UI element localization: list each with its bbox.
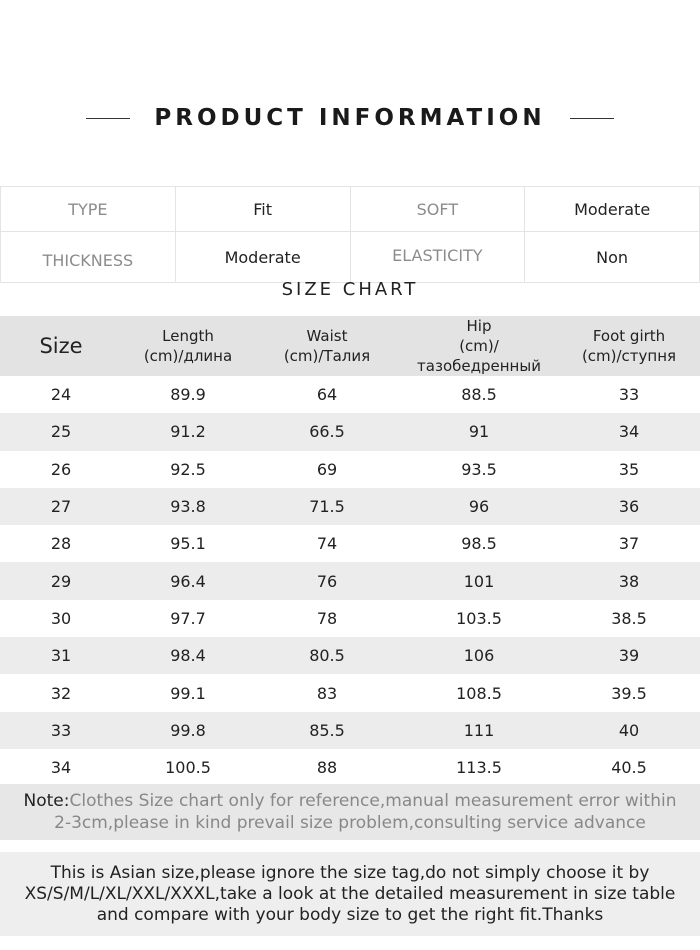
cell-waist: 85.5: [254, 712, 400, 749]
info-label-type: TYPE: [1, 187, 176, 232]
cell-length: 93.8: [122, 488, 254, 525]
size-advice-text: This is Asian size,please ignore the size tag,do not simply choose it by XS/S/M/L/XL/XXL/XXXL,take a look at the detailed measurement in size table and compare with your body size to get the right fit.Thanks: [24, 862, 676, 925]
cell-length: 92.5: [170, 459, 206, 479]
cell-size: 24: [50, 385, 72, 405]
cell-foot-girth: 38.5: [611, 608, 647, 628]
cell-waist: 69: [316, 459, 338, 479]
title-right-divider: [570, 118, 614, 119]
page-header: [0, 100, 700, 136]
cell-foot-girth: 39: [558, 637, 700, 674]
page-title: PRODUCT INFORMATION: [154, 105, 546, 131]
cell-foot-girth: 36: [558, 488, 700, 525]
cell-foot-girth: 40: [558, 712, 700, 749]
table-row: [0, 674, 700, 711]
size-advice-box: [0, 852, 700, 936]
cell-size: 27: [0, 488, 122, 525]
header-size-label: Size: [39, 334, 83, 358]
info-label-thickness: THICKNESS: [1, 232, 176, 283]
cell-foot-girth: 40.5: [611, 758, 647, 778]
cell-foot-girth: 34: [558, 413, 700, 450]
title-left-divider: [86, 118, 130, 119]
cell-waist: 76: [254, 562, 400, 599]
cell-hip: 96: [400, 488, 558, 525]
cell-length: 89.9: [170, 385, 206, 405]
table-row: [0, 488, 700, 525]
cell-hip: 103.5: [456, 608, 502, 628]
cell-size: 26: [50, 459, 72, 479]
note-box: [0, 784, 700, 840]
header-hip-label: Hip: [466, 317, 492, 335]
cell-size: 25: [0, 413, 122, 450]
cell-size: 30: [50, 608, 72, 628]
cell-length: 99.8: [122, 712, 254, 749]
info-value-thickness: Moderate: [175, 232, 350, 283]
cell-size: 34: [50, 758, 72, 778]
header-foot-girth-unit: (cm)/ступня: [581, 347, 677, 365]
info-value-soft: Moderate: [525, 187, 700, 232]
cell-waist: 71.5: [254, 488, 400, 525]
note-content: [0, 790, 700, 834]
header-length: [122, 316, 254, 376]
table-row: [0, 376, 700, 413]
product-info-row: [1, 232, 700, 283]
cell-waist: 66.5: [254, 413, 400, 450]
cell-size: 32: [50, 683, 72, 703]
info-value-elasticity: Non: [525, 232, 700, 283]
cell-hip: 111: [400, 712, 558, 749]
cell-size: 29: [0, 562, 122, 599]
cell-foot-girth: 33: [618, 385, 640, 405]
cell-hip: 88.5: [461, 385, 497, 405]
cell-size: 31: [0, 637, 122, 674]
size-chart-body: [0, 376, 700, 786]
product-info-table: [0, 186, 700, 283]
header-length-label: Length: [162, 327, 214, 345]
cell-foot-girth: 38: [558, 562, 700, 599]
cell-waist: 74: [316, 534, 338, 554]
cell-length: 95.1: [170, 534, 206, 554]
cell-hip: 101: [400, 562, 558, 599]
cell-size: 28: [50, 534, 72, 554]
size-chart-table: [0, 316, 700, 786]
cell-length: 96.4: [122, 562, 254, 599]
header-waist: [254, 316, 400, 376]
cell-hip: 98.5: [461, 534, 497, 554]
cell-length: 97.7: [170, 608, 206, 628]
cell-waist: 64: [316, 385, 338, 405]
note-text: Clothes Size chart only for reference,manual measurement error within 2-3cm,please in kind prevail size problem,consulting service advance: [54, 791, 677, 833]
header-hip-unit: (cm)/тазобедренный: [417, 337, 541, 375]
cell-length: 91.2: [122, 413, 254, 450]
size-chart-header-row: [0, 316, 700, 376]
table-row: [0, 749, 700, 786]
cell-waist: 88: [316, 758, 338, 778]
header-hip: [400, 316, 558, 376]
table-row: [0, 525, 700, 562]
cell-length: 98.4: [122, 637, 254, 674]
cell-waist: 78: [316, 608, 338, 628]
table-row: [0, 712, 700, 749]
table-row: [0, 600, 700, 637]
cell-size: 33: [0, 712, 122, 749]
note-label: Note:: [23, 791, 70, 811]
table-row: [0, 637, 700, 674]
header-waist-unit: (cm)/Талия: [283, 347, 371, 365]
cell-hip: 93.5: [461, 459, 497, 479]
header-foot-girth-label: Foot girth: [592, 327, 666, 345]
info-label-elasticity: ELASTICITY: [350, 232, 525, 283]
table-row: [0, 451, 700, 488]
cell-hip: 113.5: [456, 758, 502, 778]
cell-length: 99.1: [170, 683, 206, 703]
cell-hip: 91: [400, 413, 558, 450]
header-length-unit: (cm)/длина: [143, 347, 233, 365]
info-value-type: Fit: [175, 187, 350, 232]
info-label-soft: SOFT: [350, 187, 525, 232]
cell-foot-girth: 37: [618, 534, 640, 554]
table-row: [0, 562, 700, 599]
header-size: [0, 316, 122, 376]
table-row: [0, 413, 700, 450]
size-chart-title: SIZE CHART: [281, 279, 419, 300]
cell-hip: 108.5: [456, 683, 502, 703]
header-foot-girth: [558, 316, 700, 376]
product-info-row: [1, 187, 700, 232]
cell-hip: 106: [400, 637, 558, 674]
cell-waist: 80.5: [254, 637, 400, 674]
cell-foot-girth: 39.5: [611, 683, 647, 703]
cell-foot-girth: 35: [618, 459, 640, 479]
cell-length: 100.5: [165, 758, 211, 778]
header-waist-label: Waist: [306, 327, 348, 345]
cell-waist: 83: [316, 683, 338, 703]
